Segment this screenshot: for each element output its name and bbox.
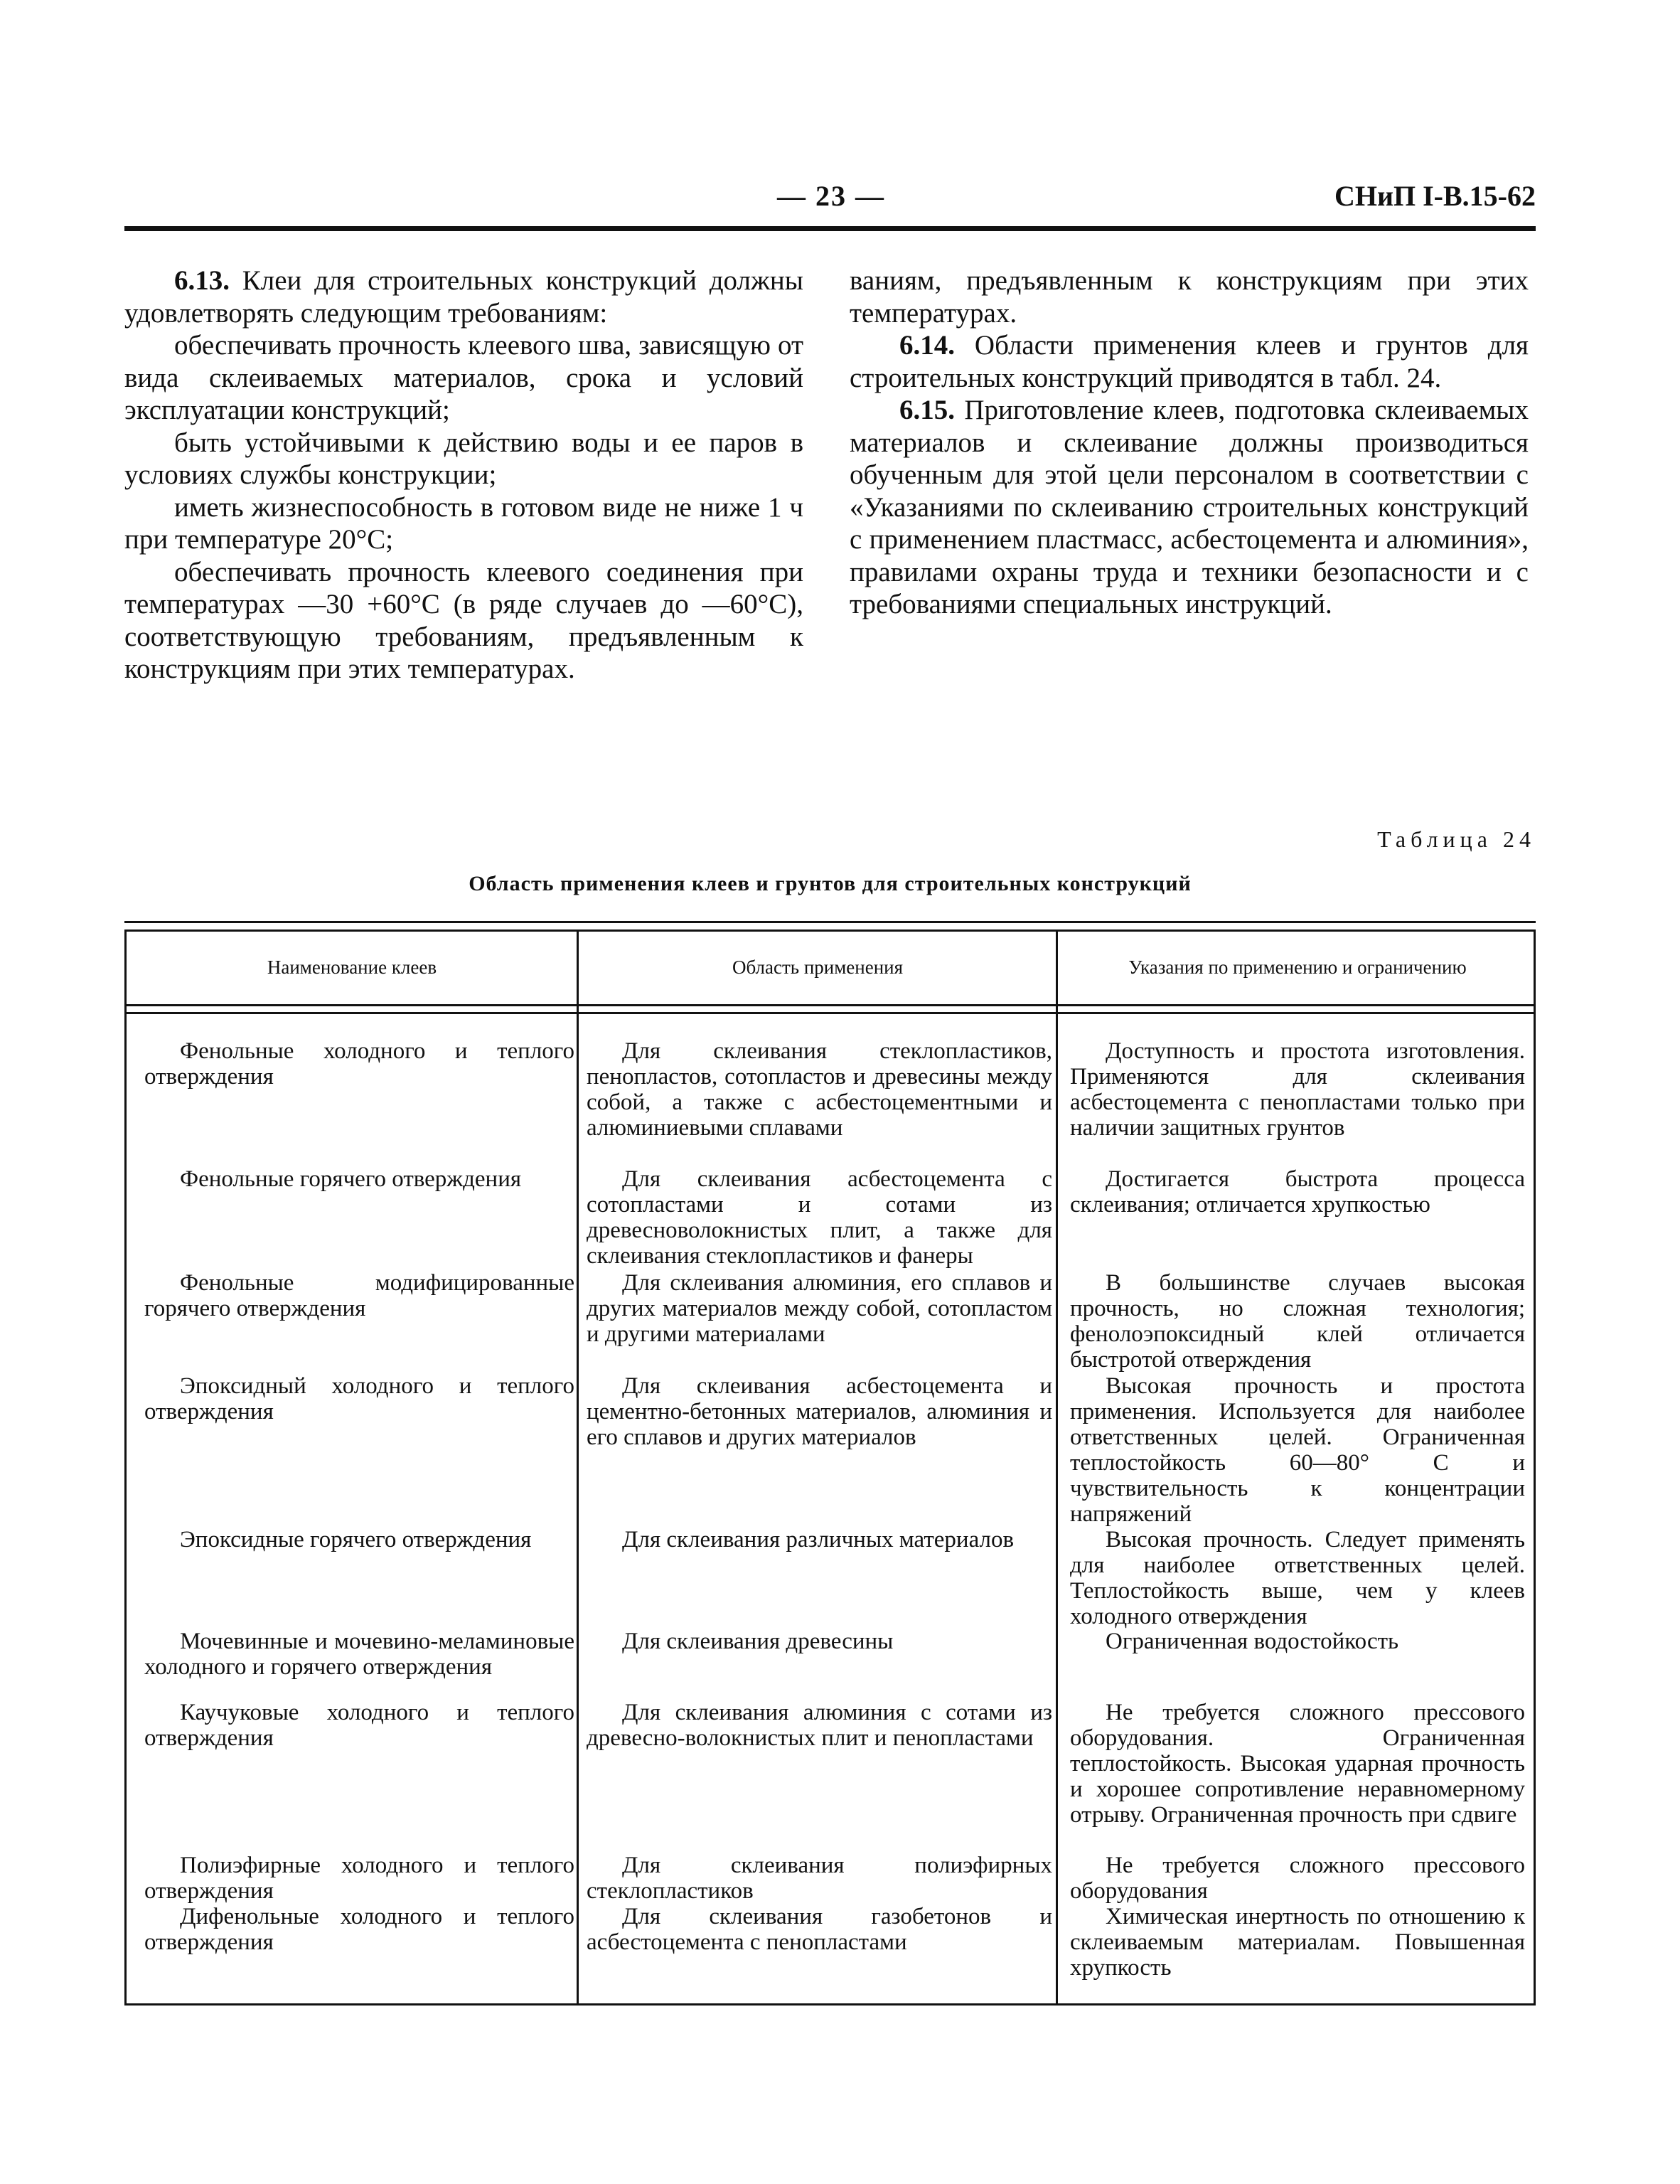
header-rule (124, 226, 1536, 231)
usage-notes: Не требуется сложного прессового оборудования (1070, 1853, 1525, 1904)
paragraph-6-15 (850, 394, 1529, 621)
adhesive-name: Мочевинные и мочевино-меламиновые холодного и горячего отверждения (144, 1629, 574, 1680)
clause-number: 6.15. (899, 395, 955, 425)
application-area: Для склеивания алюминия, его сплавов и других материалов между собой, сотопластом и другими материалами (587, 1270, 1052, 1347)
column-header-area: Область применения (732, 957, 904, 978)
application-area: Для склеивания газобетонов и асбестоцемента с пенопластами (587, 1904, 1052, 1955)
usage-notes: В большинстве случаев высокая прочность, но сложная технология; фенолоэпоксидный клей отличается быстротой отверждения (1070, 1270, 1525, 1373)
adhesives-table (124, 921, 1536, 2005)
table-title: Область применения клеев и грунтов для строительных конструкций (469, 872, 1192, 895)
adhesive-name: Дифенольные холодного и теплого отверждения (144, 1904, 574, 1955)
adhesive-name: Каучуковые холодного и теплого отверждения (144, 1700, 574, 1751)
paragraph-6-14 (850, 329, 1529, 394)
clause-text: Клеи для строительных конструкций должны удовлетворять следующим требованиям: (124, 265, 804, 329)
table-bottom-rule (124, 2003, 1536, 2005)
usage-notes: Высокая прочность. Следует применять для наиболее ответственных целей. Теплостойкость выше, чем у клеев холодного отверждения (1070, 1527, 1525, 1629)
application-area: Для склеивания различных материалов (622, 1527, 1015, 1552)
page-header (124, 179, 1536, 229)
text-column-left (124, 265, 803, 718)
usage-notes: Достигается быстрота процесса склеивания; отличается хрупкостью (1070, 1166, 1525, 1218)
clause-text: Приготовление клеев, подготовка склеиваемых материалов и склеивание должны производиться обученным для этой цели персоналом в соответствии с «Указаниями по склеиванию строительных конструкций с применением пластмасс, асбестоцемента и алюминия», правилами охраны труда и техники безопасности и с требованиями специальных инструкций. (850, 395, 1529, 619)
requirement-2: быть устойчивыми к действию воды и ее паров в условиях службы конструкции; (124, 427, 803, 490)
paragraph-6-13 (124, 265, 803, 329)
table-label: Таблица 24 (1377, 826, 1536, 852)
requirement-1: обеспечивать прочность клеевого шва, зависящую от вида склеиваемых материалов, срока и условий эксплуатации конструкций; (124, 330, 803, 425)
table-border-left (124, 931, 127, 2005)
application-area: Для склеивания алюминия с сотами из древесно-волокнистых плит и пенопластами (587, 1700, 1052, 1751)
usage-notes: Химическая инертность по отношению к склеиваемым материалам. Повышенная хрупкость (1070, 1904, 1525, 1981)
page-number: — 23 — (777, 180, 885, 212)
column-header-notes: Указания по применению и ограничению (1128, 957, 1467, 978)
document-code: СНиП I-В.15-62 (1334, 180, 1536, 212)
application-area: Для склеивания полиэфирных стеклопластиков (587, 1853, 1052, 1904)
application-area: Для склеивания асбестоцемента с сотопластами и сотами из древесноволокнистых плит, а также для склеивания стеклопластиков и фанеры (587, 1166, 1052, 1269)
table-top-rule (124, 921, 1536, 923)
requirement-3: иметь жизнеспособность в готовом виде не ниже 1 ч при температуре 20°C; (124, 491, 803, 555)
table-header-rule-inner (124, 1012, 1536, 1014)
adhesive-name: Фенольные модифицированные горячего отверждения (144, 1270, 574, 1321)
requirement-4: обеспечивать прочность клеевого соединения при температурах —30 +60°С (в ряде случаев до —60°С), соответствующую требованиям, предъявленным к конструкциям при этих температурах. (124, 556, 803, 684)
table-top-rule-inner (124, 929, 1536, 932)
table-border-right (1534, 931, 1536, 2005)
application-area: Для склеивания асбестоцемента и цементно-бетонных материалов, алюминия и его сплавов и других материалов (587, 1373, 1052, 1450)
requirement-4-continued: ваниям, предъявленным к конструкциям при этих температурах. (850, 265, 1529, 329)
clause-text: Области применения клеев и грунтов для строительных конструкций приводятся в табл. 24. (850, 330, 1529, 393)
usage-notes: Доступность и простота изготовления. Применяются для склеивания асбестоцемента с пенопластами только при наличии защитных грунтов (1070, 1038, 1525, 1141)
table-header-rule (124, 1004, 1536, 1006)
adhesive-name: Эпоксидный холодного и теплого отверждения (144, 1373, 574, 1424)
adhesive-name: Полиэфирные холодного и теплого отверждения (144, 1853, 574, 1904)
table-divider-2 (1056, 931, 1058, 2005)
column-header-name: Наименование клеев (267, 957, 437, 978)
usage-notes: Высокая прочность и простота применения. Используется для наиболее ответственных целей. Ограниченная теплостойкость 60—80° С и чувствительность к концентрации напряжений (1070, 1373, 1525, 1527)
application-area: Для склеивания стеклопластиков, пенопластов, сотопластов и древесины между собой, а также с асбестоцементными и алюминиевыми сплавами (587, 1038, 1052, 1141)
adhesive-name: Фенольные холодного и теплого отверждения (144, 1038, 574, 1090)
table-divider-1 (577, 931, 579, 2005)
application-area: Для склеивания древесины (622, 1629, 894, 1654)
usage-notes: Ограниченная водостойкость (1106, 1629, 1399, 1654)
clause-number: 6.13. (174, 265, 230, 296)
usage-notes: Не требуется сложного прессового оборудования. Ограниченная теплостойкость. Высокая ударная прочность и хорошее сопротивление неравномерному отрыву. Ограниченная прочность при сдвиге (1070, 1700, 1525, 1828)
clause-number: 6.14. (899, 330, 955, 361)
text-column-right (850, 265, 1529, 621)
adhesive-name: Эпоксидные горячего отверждения (180, 1527, 532, 1552)
adhesive-name: Фенольные горячего отверждения (180, 1166, 522, 1192)
